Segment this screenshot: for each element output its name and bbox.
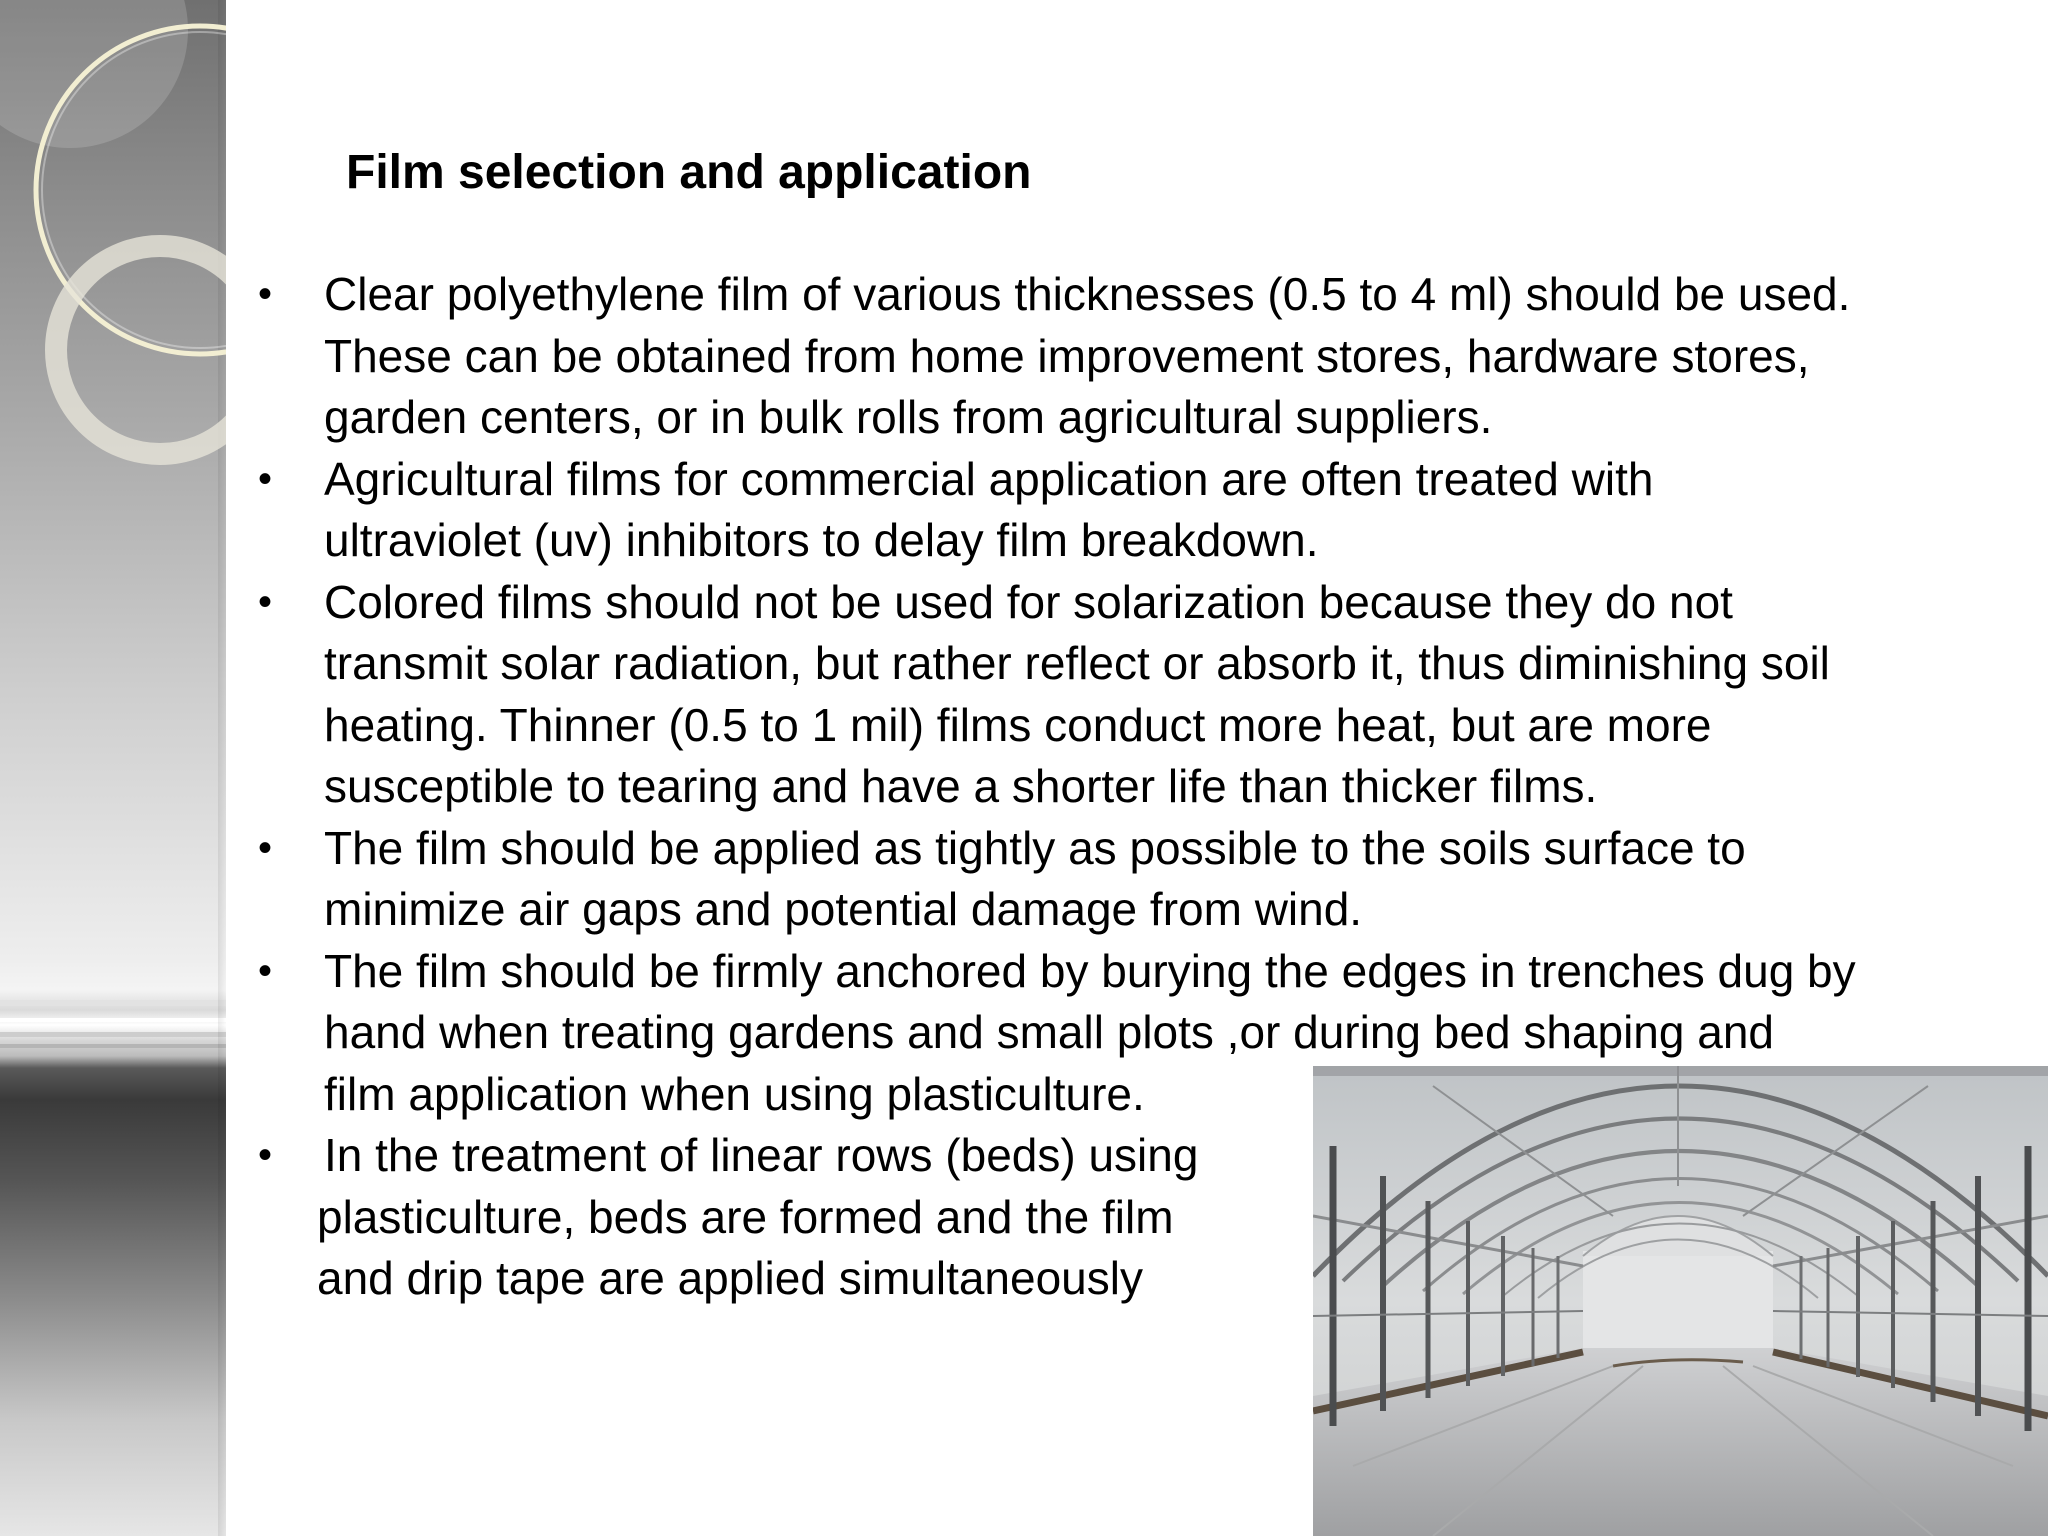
bullet-text-line: Agricultural films for commercial application are often treated with — [324, 452, 1654, 505]
bullet-text-line: Colored films should not be used for solarization because they do not — [324, 575, 1733, 628]
bullet-text-line: heating. Thinner (0.5 to 1 mil) films conduct more heat, but are more — [324, 698, 1712, 751]
bullet-text-line: In the treatment of linear rows (beds) using — [324, 1129, 1199, 1181]
bullet-marker: • — [258, 579, 273, 624]
bullet-marker: • — [258, 456, 273, 501]
bullet-text-line: The film should be applied as tightly as possible to the soils surface to — [324, 821, 1746, 874]
bullet-marker: • — [258, 948, 273, 993]
bullet-text-line: and drip tape are applied simultaneously — [317, 1252, 1143, 1304]
bullet-item — [0, 264, 2048, 449]
bullet-marker: • — [258, 825, 273, 870]
greenhouse-image — [1313, 1066, 2048, 1536]
bullet-text-line: hand when treating gardens and small plots ,or during bed shaping and — [324, 1006, 1774, 1058]
bullet-text-line: susceptible to tearing and have a shorter life than thicker films. — [324, 760, 1598, 812]
bullet-text-line: These can be obtained from home improvement stores, hardware stores, — [324, 329, 1810, 382]
bullet-marker: • — [258, 1133, 273, 1177]
bullet-item — [0, 818, 2048, 941]
bullet-text-line: The film should be firmly anchored by burying the edges in trenches dug by — [324, 944, 1856, 997]
bullet-item — [0, 449, 2048, 572]
slide-title: Film selection and application — [346, 146, 1032, 199]
bullet-text-line: transmit solar radiation, but rather reflect or absorb it, thus diminishing soil — [324, 637, 1830, 689]
bullet-text-line: plasticulture, beds are formed and the film — [317, 1190, 1174, 1243]
bullet-text-line: ultraviolet (uv) inhibitors to delay film breakdown. — [324, 514, 1319, 566]
bullet-text-line: minimize air gaps and potential damage from wind. — [324, 883, 1363, 935]
bullet-text-line: Clear polyethylene film of various thicknesses (0.5 to 4 ml) should be used. — [324, 268, 1851, 320]
bullet-text-line: garden centers, or in bulk rolls from agricultural suppliers. — [324, 391, 1493, 443]
bullet-item — [0, 572, 2048, 818]
greenhouse-photo — [1313, 1066, 2048, 1536]
bullet-text-line: film application when using plasticulture. — [324, 1067, 1145, 1120]
bullet-marker: • — [258, 272, 273, 316]
